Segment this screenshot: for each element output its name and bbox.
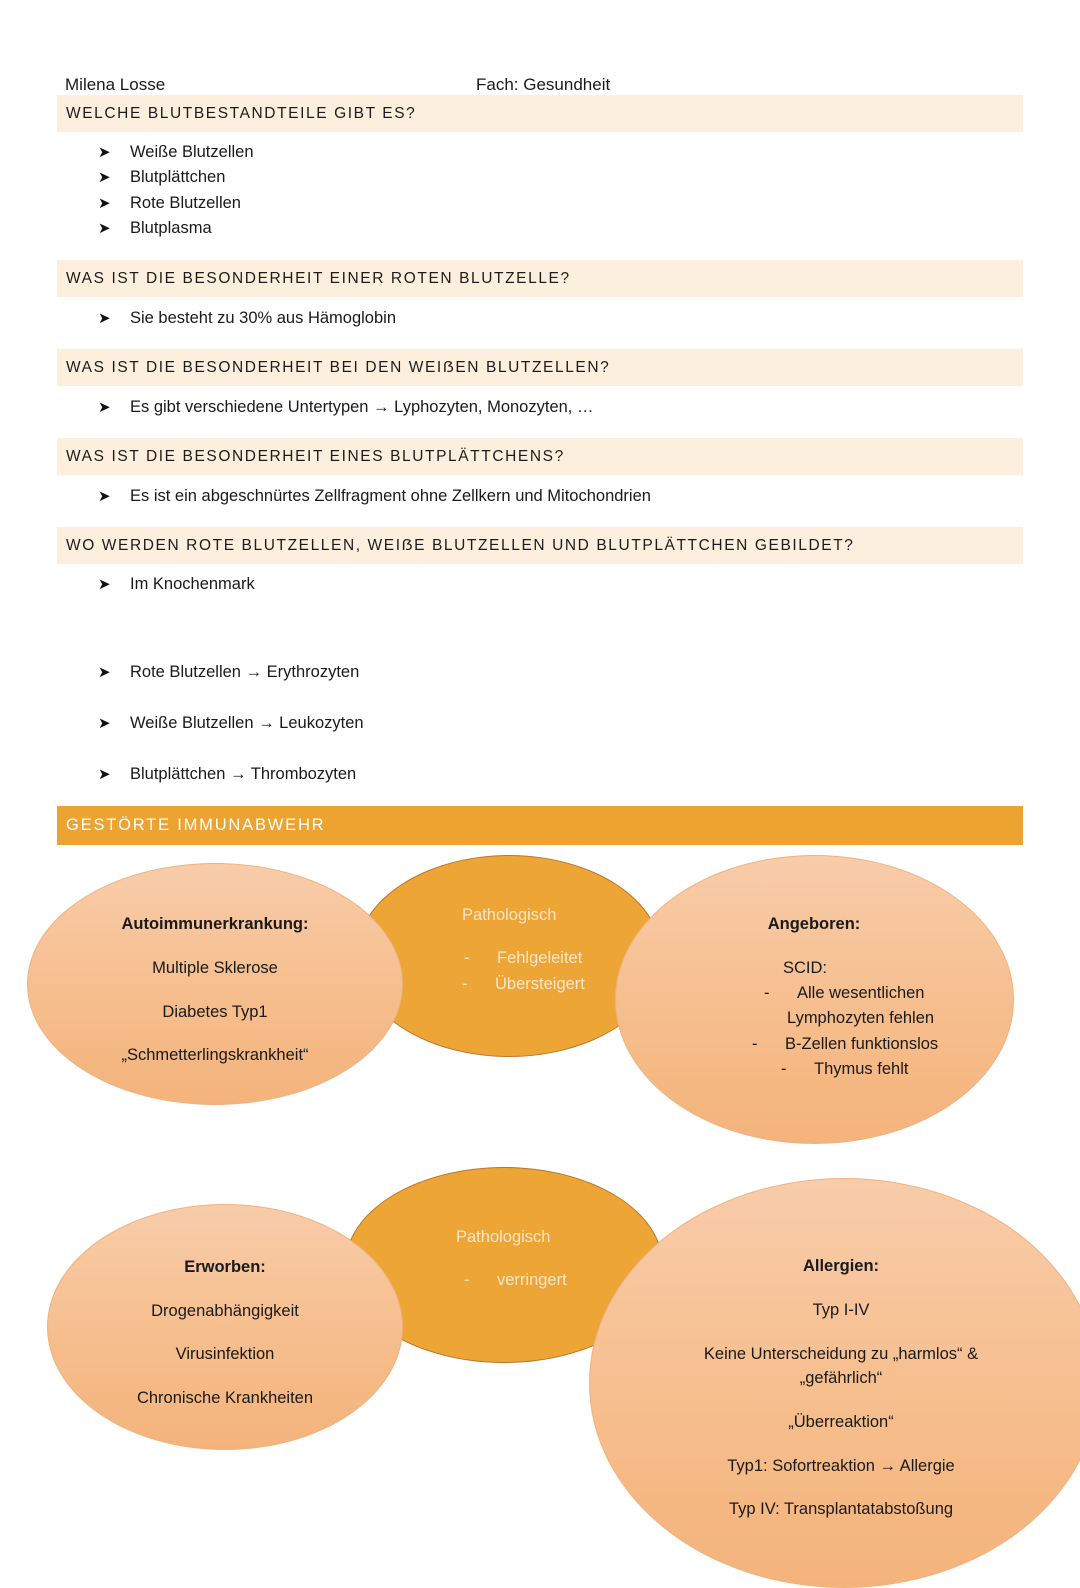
arrow-bullet-icon: ➤ bbox=[98, 169, 111, 186]
bubble-title: Allergien: bbox=[802, 1257, 880, 1275]
question-heading-red-cell: WAS IST DIE BESONDERHEIT EINER ROTEN BLUTZELLE? bbox=[57, 260, 1023, 297]
arrow-bullet-icon: ➤ bbox=[98, 195, 111, 212]
question-heading-platelet: WAS IST DIE BESONDERHEIT EINES BLUTPLÄTTCHENS? bbox=[57, 438, 1023, 475]
bubble-item: Virusinfektion bbox=[175, 1345, 275, 1363]
bubble-acquired bbox=[47, 1204, 403, 1450]
bubble-title: Angeboren: bbox=[767, 915, 861, 933]
arrow-bullet-icon: ➤ bbox=[98, 664, 111, 681]
bubble-item: „Schmetterlingskrankheit“ bbox=[121, 1046, 309, 1064]
list-item: ➤ Weiße Blutzellen bbox=[98, 142, 254, 161]
list-item: ➤ Sie besteht zu 30% aus Hämoglobin bbox=[98, 308, 396, 327]
list-item: ➤ Rote Blutzellen bbox=[98, 193, 241, 212]
question-heading-white-cells: WAS IST DIE BESONDERHEIT BEI DEN WEIẞEN BLUTZELLEN? bbox=[57, 349, 1023, 386]
bubble-title: Erworben: bbox=[184, 1258, 266, 1276]
list-item: ➤ Blutplättchen → Thrombozyten bbox=[98, 764, 357, 783]
arrow-bullet-icon: ➤ bbox=[98, 576, 111, 593]
author-name: Milena Losse bbox=[65, 75, 166, 94]
list-item: ➤ Blutplasma bbox=[98, 218, 212, 237]
arrow-bullet-icon: ➤ bbox=[98, 399, 111, 416]
bubble-item: Keine Unterscheidung zu „harmlos“ & bbox=[703, 1345, 979, 1363]
center-item: - Übersteigert bbox=[462, 975, 585, 993]
center-title: Pathologisch bbox=[456, 1228, 551, 1246]
list-item: ➤ Im Knochenmark bbox=[98, 574, 255, 593]
bubble-item: Drogenabhängigkeit bbox=[151, 1302, 299, 1320]
bubble-subtitle: SCID: bbox=[783, 959, 828, 977]
list-item: ➤ Es ist ein abgeschnürtes Zellfragment ohne Zellkern und Mitochondrien bbox=[98, 486, 651, 505]
bubble-item: Typ1: Sofortreaktion → Allergie bbox=[727, 1457, 955, 1475]
bubble-item: Multiple Sklerose bbox=[152, 959, 278, 977]
bubble-item: Chronische Krankheiten bbox=[136, 1389, 314, 1407]
arrow-bullet-icon: ➤ bbox=[98, 766, 111, 783]
bubble-item: - B-Zellen funktionslos bbox=[752, 1035, 939, 1053]
bubble-item: „gefährlich“ bbox=[799, 1369, 883, 1387]
arrow-bullet-icon: ➤ bbox=[98, 488, 111, 505]
bubble-title: Autoimmunerkrankung: bbox=[121, 915, 309, 933]
bubble-item: Lymphozyten fehlen bbox=[787, 1009, 935, 1027]
bubble-item: „Überreaktion“ bbox=[788, 1413, 894, 1431]
arrow-bullet-icon: ➤ bbox=[98, 144, 111, 161]
section-heading-immune: GESTÖRTE IMMUNABWEHR bbox=[57, 806, 1023, 845]
question-heading-blood-components: WELCHE BLUTBESTANDTEILE GIBT ES? bbox=[57, 95, 1023, 132]
subject-label: Fach: Gesundheit bbox=[476, 75, 611, 94]
arrow-bullet-icon: ➤ bbox=[98, 715, 111, 732]
list-item: ➤ Weiße Blutzellen → Leukozyten bbox=[98, 713, 364, 732]
bubble-item: Diabetes Typ1 bbox=[162, 1003, 268, 1021]
arrow-bullet-icon: ➤ bbox=[98, 310, 111, 327]
bubble-item: Typ IV: Transplantatabstoßung bbox=[728, 1500, 954, 1518]
bubble-item: Typ I-IV bbox=[812, 1301, 870, 1319]
center-item: - Fehlgeleitet bbox=[464, 949, 583, 967]
list-item: ➤ Es gibt verschiedene Untertypen → Lyphozyten, Monozyten, … bbox=[98, 397, 594, 416]
bubble-autoimmune bbox=[27, 863, 403, 1105]
center-item: - verringert bbox=[464, 1271, 567, 1289]
question-heading-formation: WO WERDEN ROTE BLUTZELLEN, WEIẞE BLUTZELLEN UND BLUTPLÄTTCHEN GEBILDET? bbox=[57, 527, 1023, 564]
bubble-item: - Alle wesentlichen bbox=[764, 984, 925, 1002]
arrow-bullet-icon: ➤ bbox=[98, 220, 111, 237]
list-item: ➤ Blutplättchen bbox=[98, 167, 226, 186]
list-item: ➤ Rote Blutzellen → Erythrozyten bbox=[98, 662, 360, 681]
bubble-item: - Thymus fehlt bbox=[781, 1060, 909, 1078]
center-title: Pathologisch bbox=[462, 906, 557, 924]
